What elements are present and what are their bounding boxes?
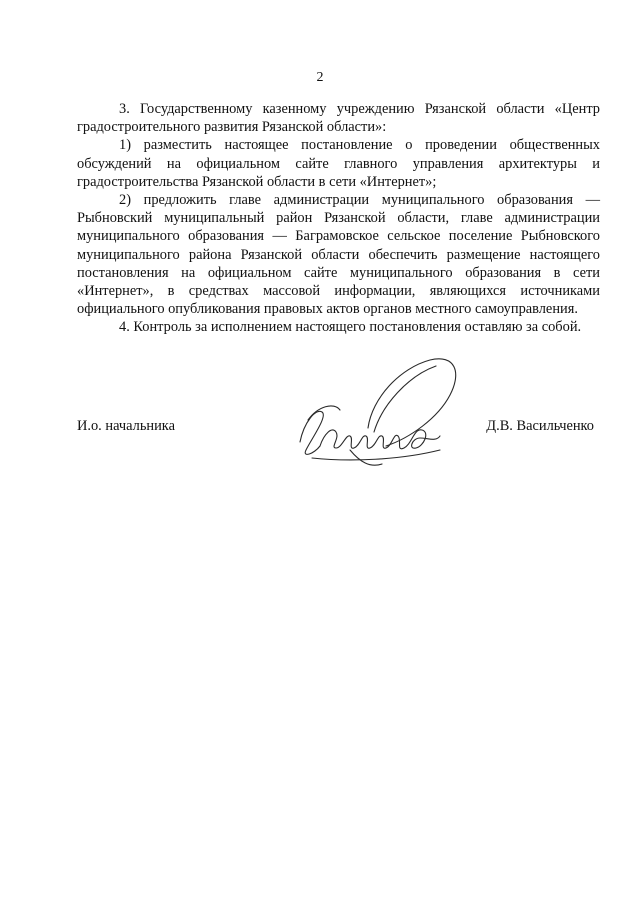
document-body [77, 100, 600, 337]
signatory-position: И.о. начальника [77, 418, 175, 434]
page-number: 2 [316, 70, 324, 85]
signatory-name: Д.В. Васильченко [486, 418, 594, 434]
handwritten-signature [290, 350, 470, 470]
paragraph-subitem-1: 1) разместить настоящее постановление о проведении общественных обсуждений на официальном сайте главного управления архитектуры и градостроительства Рязанской области в сети «Интернет»; [77, 137, 600, 190]
signature-block [77, 418, 600, 438]
paragraph-item-3: 3. Государственному казенному учреждению Рязанской области «Центр градостроительного развития Рязанской области»: [77, 101, 600, 136]
paragraph-subitem-2: 2) предложить главе администрации муниципального образования — Рыбновский муниципальный район Рязанской области, главе администрации муниципального образования — Баграмовское сельское поселение Рыбновского муниципального района Рязанской области обеспечить размещение настоящего постановления на официальном сайте муниципального образования в сети «Интернет», в средствах массовой информации, являющихся источниками официального опубликования правовых актов органов местного самоуправления. [77, 192, 600, 318]
paragraph-item-4: 4. Контроль за исполнением настоящего постановления оставляю за собой. [119, 319, 582, 336]
